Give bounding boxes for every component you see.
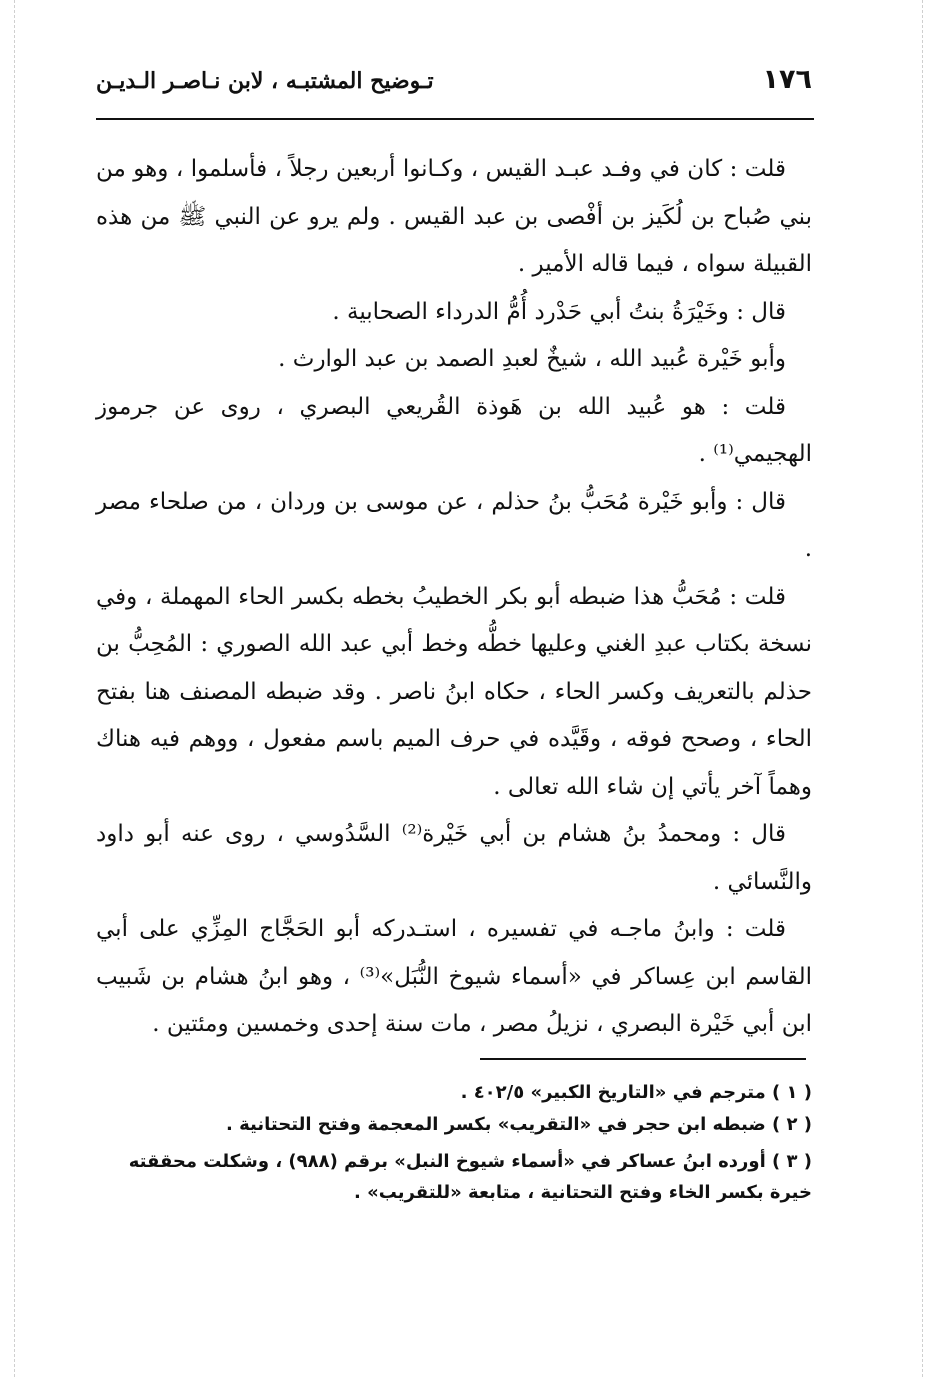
paragraph: قلت : وابنُ ماجـه في تفسيره ، استـدركه أبو الحَجَّاج المِزِّي على أبي القاسم ابن عِساكر في «أسماء شيوخ النُّبَل»⁽³⁾ ، وهو ابنُ هشام بن شَبيب ابن أبي خَيْرة البصري ، نزيلُ مصر ، مات سنة إحدى وخمسين ومئتين . bbox=[96, 916, 812, 1037]
footnote-3: ( ٣ ) أورده ابنُ عساكر في «أسماء شيوخ النبل» برقم (٩٨٨) ، وشكلت محققته خيرة بكسر الخاء وفتح التحتانية ، متابعة «للتقريب» . bbox=[128, 1151, 812, 1203]
main-text bbox=[96, 146, 812, 1049]
running-title: تـوضيح المشتبـه ، لابن نـاصـر الـديـن bbox=[96, 68, 434, 94]
paragraph: قال : وأبو خَيْرة مُحَبُّ بنُ حذلم ، عن موسى بن وردان ، من صلحاء مصر . bbox=[96, 488, 812, 562]
footnotes bbox=[96, 1078, 812, 1210]
paragraph: قلت : مُحَبُّ هذا ضبطه أبو بكر الخطيبُ بخطه بكسر الحاء المهملة ، وفي نسخة بكتاب عبدِ الغني وعليها خطُّه وخط أبي عبد الله الصوري : المُحِبُّ بن حذلم بالتعريف وكسر الحاء ، حكاه ابنُ ناصر . وقد ضبطه المصنف هنا بفتح الحاء ، وصحح فوقه ، وقَيَّده في حرف الميم باسم مفعول ، ووهم فيه هناك وهماً آخر يأتي إن شاء الله تعالى . bbox=[96, 583, 812, 800]
paragraph: قال : وخَيْرَةُ بنتُ أبي حَدْرد أُمُّ الدرداء الصحابية . bbox=[332, 298, 786, 325]
page-header bbox=[96, 62, 812, 112]
scan-edge-left bbox=[14, 0, 15, 1377]
footnote-separator bbox=[480, 1058, 806, 1060]
paragraph: وأبو خَيْرة عُبيد الله ، شيخٌ لعبدِ الصمد بن عبد الوارث . bbox=[278, 346, 786, 372]
paragraph: قلت : هو عُبيد الله بن هَوذة القُريعي البصري ، روى عن جرموز الهجيمي⁽¹⁾ . bbox=[96, 393, 812, 467]
paragraph: قال : ومحمدُ بنُ هشام بن أبي خَيْرة⁽²⁾ السَّدُوسي ، روى عنه أبو داود والنَّسائي . bbox=[96, 821, 812, 895]
paragraph: قلت : كان في وفـد عبـد القيس ، وكـانوا أربعين رجلاً ، فأسلموا ، وهو من بني صُباح بن لُكَيز بن أفْصى بن عبد القيس . ولم يرو عن النبي ﷺ من هذه القبيلة سواه ، فيما قاله الأمير . bbox=[96, 156, 812, 277]
footnote-2: ( ٢ ) ضبطه ابن حجر في «التقريب» بكسر المعجمة وفتح التحتانية . bbox=[226, 1114, 812, 1135]
page-number: ١٧٦ bbox=[762, 64, 812, 95]
header-rule bbox=[96, 118, 814, 120]
scan-edge-right bbox=[922, 0, 923, 1377]
footnote-1: ( ١ ) مترجم في «التاريخ الكبير» ٤٠٢/٥ . bbox=[460, 1082, 812, 1103]
